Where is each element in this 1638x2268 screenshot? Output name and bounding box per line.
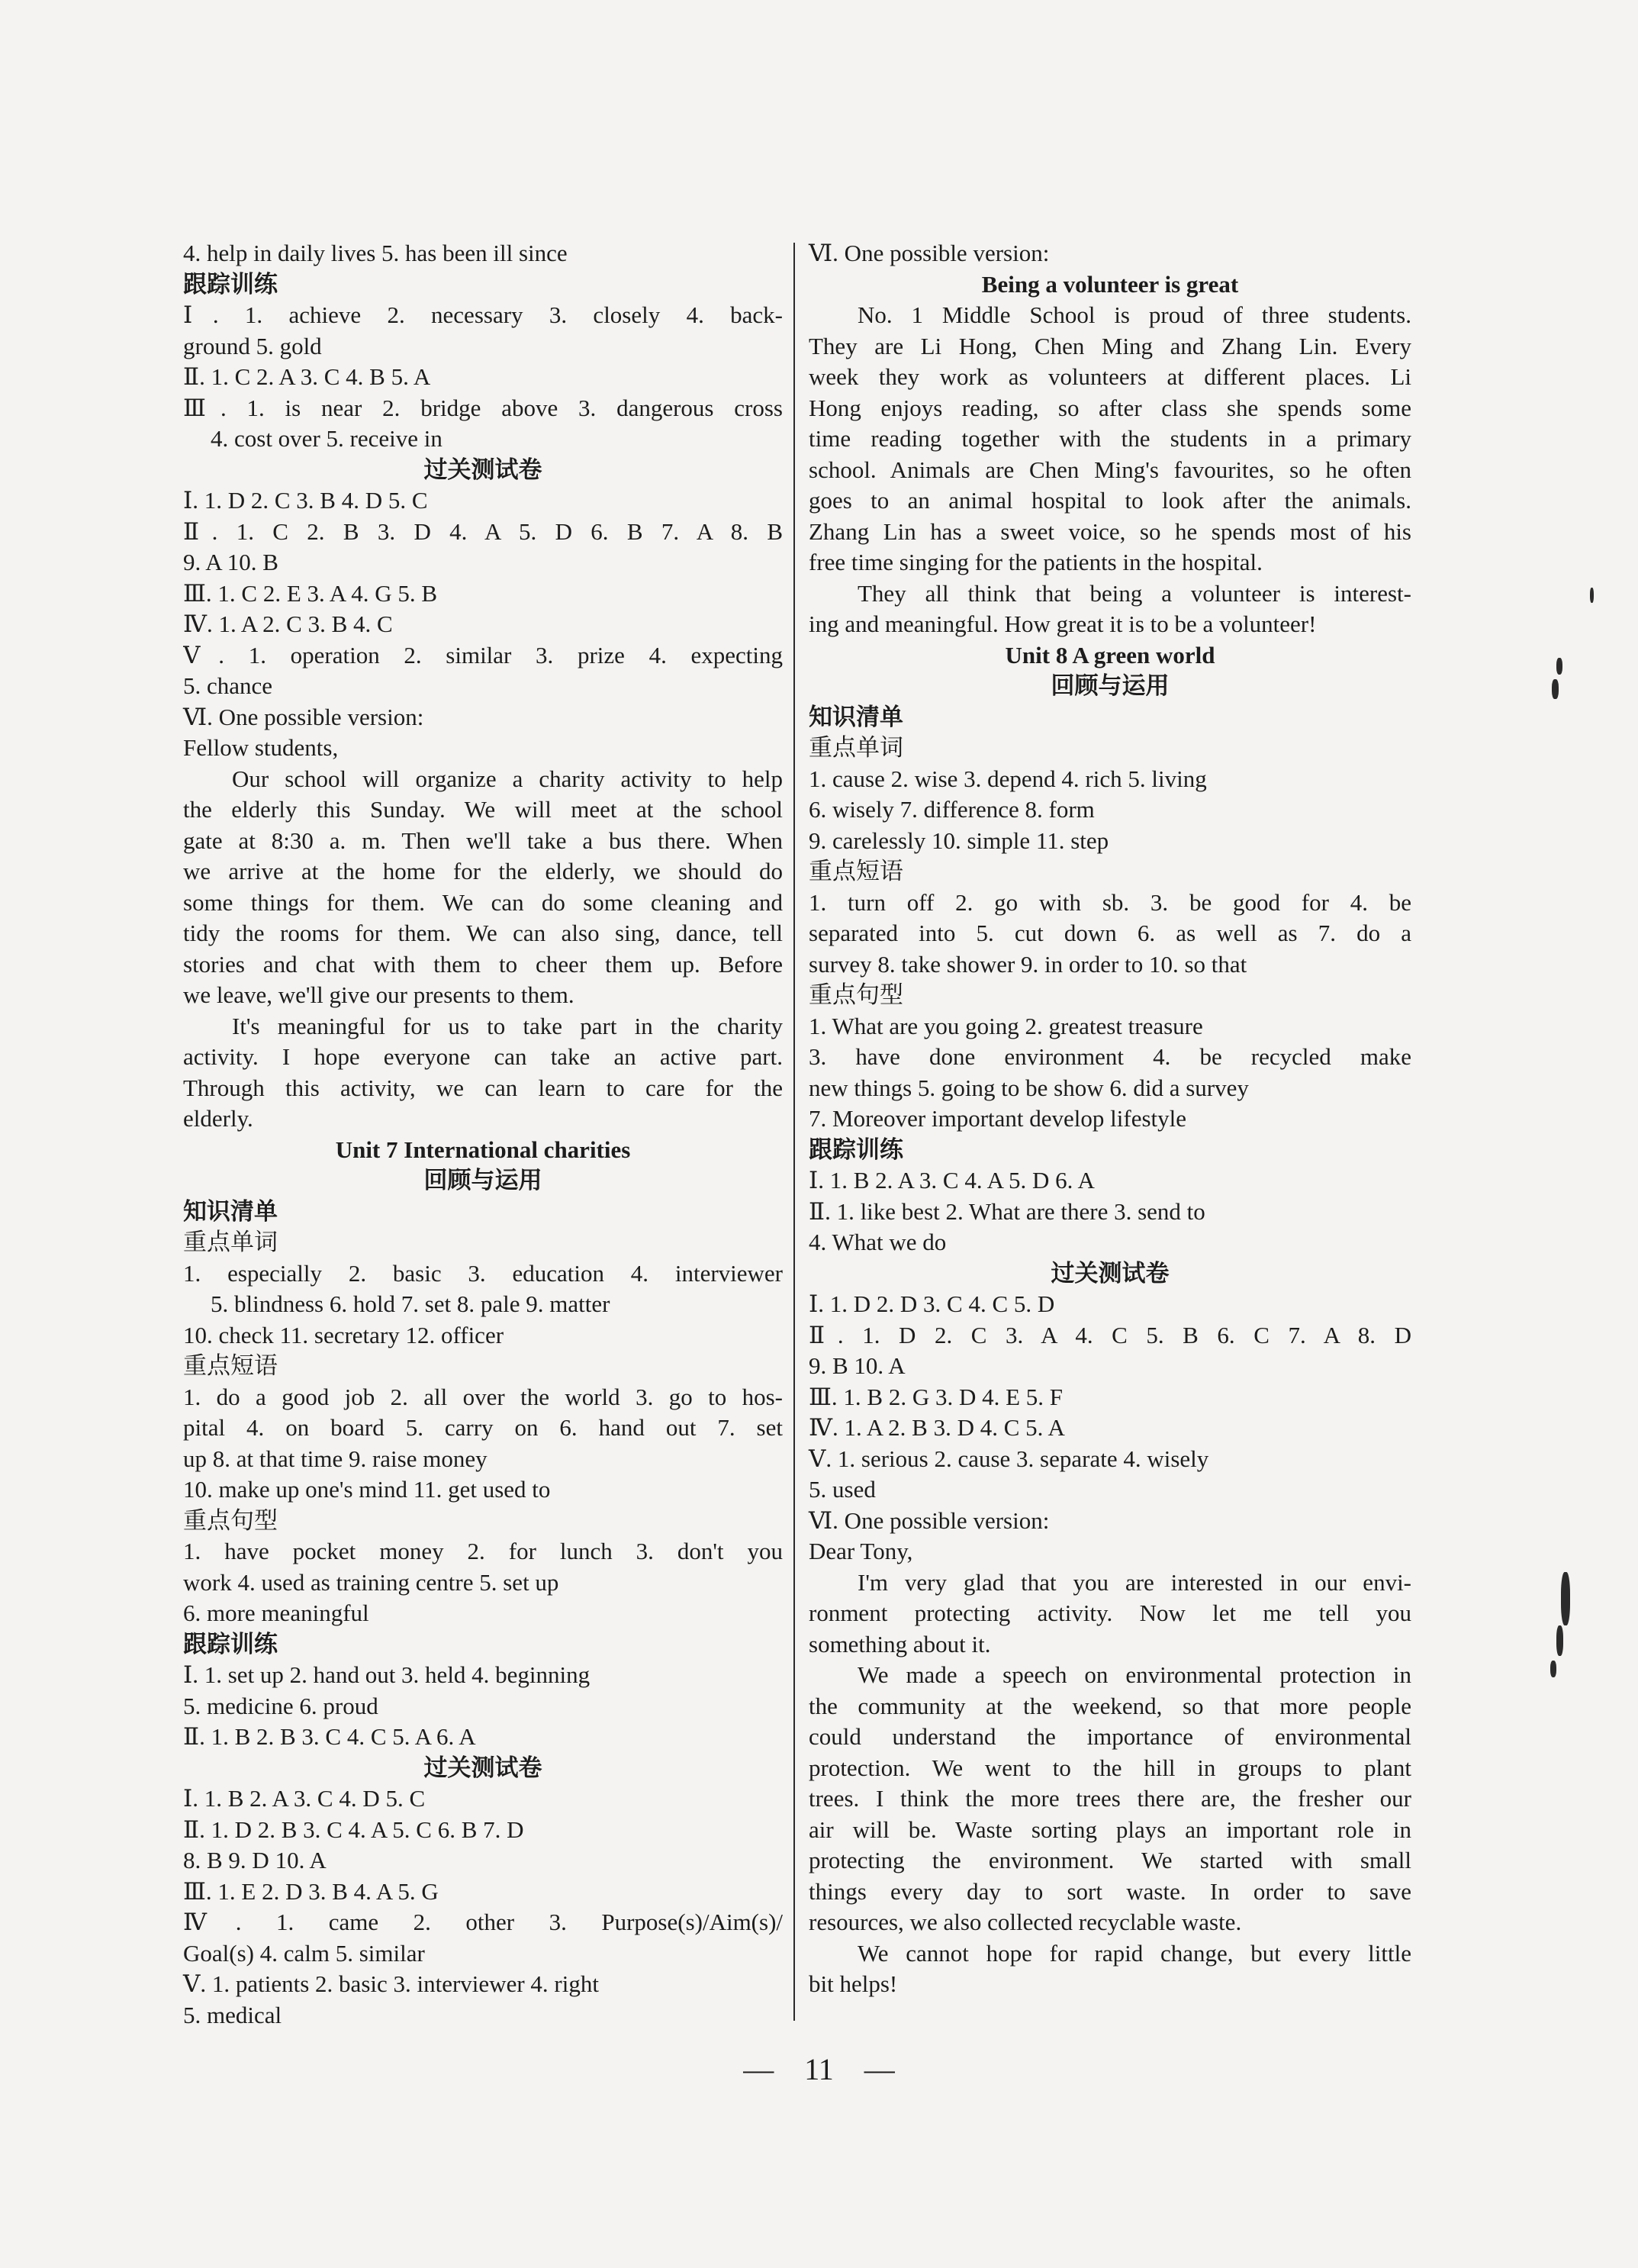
scan-speck: [1556, 1625, 1563, 1656]
right-column-line: I'm very glad that you are interested in our envi-: [858, 1568, 1411, 1596]
left-column-line: 8. B 9. D 10. A: [183, 1847, 327, 1873]
right-column-line: Ⅱ. 1. D 2. C 3. A 4. C 5. B 6. C 7. A 8. D: [809, 1321, 1411, 1348]
right-column-line: new things 5. going to be show 6. did a survey: [809, 1074, 1249, 1101]
scan-speck: [1556, 658, 1562, 675]
right-column-line: 9. carelessly 10. simple 11. step: [809, 826, 1109, 854]
left-column-line: Ⅲ. 1. is near 2. bridge above 3. dangerous cross: [183, 394, 783, 421]
right-column-line: protection. We went to the hill in groups to plant: [809, 1754, 1411, 1781]
right-column-line: No. 1 Middle School is proud of three students.: [858, 301, 1411, 328]
left-column-line: we arrive at the home for the elderly, we should do: [183, 858, 783, 884]
right-column-line: 3. have done environment 4. be recycled make: [809, 1043, 1411, 1070]
right-column-line: survey 8. take shower 9. in order to 10. so that: [809, 950, 1247, 978]
page-number: [0, 2051, 1638, 2087]
left-column-line: gate at 8:30 a. m. Then we'll take a bus there. When: [183, 826, 783, 854]
right-column-line: 知识清单: [809, 703, 903, 730]
right-column-line: Dear Tony,: [809, 1538, 913, 1564]
left-column-line: tidy the rooms for them. We can also sing, dance, tell: [183, 920, 783, 946]
left-column-line: Ⅴ. 1. patients 2. basic 3. interviewer 4. right: [183, 1970, 599, 1997]
left-column-line: Fellow students,: [183, 734, 339, 761]
left-column-line: we leave, we'll give our presents to them.: [183, 981, 574, 1008]
right-column-line: week they work as volunteers at different places. Li: [809, 363, 1411, 390]
scan-speck: [1561, 1572, 1570, 1625]
left-column-line: 跟踪训练: [183, 1630, 278, 1658]
page-number-value: 11: [804, 2052, 834, 2086]
right-column-line: 重点句型: [809, 981, 903, 1008]
left-column-line: 5. chance: [183, 672, 273, 699]
right-column: [809, 238, 1411, 2000]
left-column-line: activity. I hope everyone can take an active part.: [183, 1043, 783, 1070]
right-column-line: Ⅴ. 1. serious 2. cause 3. separate 4. wisely: [809, 1445, 1209, 1472]
left-column-line: 回顾与运用: [423, 1167, 542, 1194]
left-column-line: the elderly this Sunday. We will meet at the school: [183, 796, 783, 823]
right-column-line: bit helps!: [809, 1970, 898, 1997]
right-column-line: something about it.: [809, 1630, 991, 1658]
left-column-line: Ⅱ. 1. B 2. B 3. C 4. C 5. A 6. A: [183, 1723, 476, 1750]
right-column-line: 6. wisely 7. difference 8. form: [809, 796, 1095, 823]
left-column-line: Ⅳ. 1. came 2. other 3. Purpose(s)/Aim(s)/: [183, 1909, 783, 1935]
right-column-line: could understand the importance of environmental: [809, 1723, 1411, 1750]
right-column-line: Ⅱ. 1. like best 2. What are there 3. send to: [809, 1197, 1205, 1225]
right-column-line: 1. cause 2. wise 3. depend 4. rich 5. living: [809, 765, 1207, 792]
right-column-line: time reading together with the students in a primary: [809, 425, 1411, 452]
right-column-line: Zhang Lin has a sweet voice, so he spends most of his: [809, 517, 1411, 545]
left-column-line: 5. medicine 6. proud: [183, 1692, 378, 1719]
left-column-line: Ⅲ. 1. E 2. D 3. B 4. A 5. G: [183, 1877, 439, 1905]
right-column-line: trees. I think the more trees there are, the fresher our: [809, 1785, 1411, 1812]
left-column-line: Unit 7 International charities: [335, 1136, 631, 1163]
page-number-dash-left: —: [743, 2052, 774, 2086]
left-column-line: Our school will organize a charity activity to help: [232, 765, 783, 792]
left-column-line: 4. cost over 5. receive in: [211, 425, 442, 452]
right-column-line: ronment protecting activity. Now let me tell you: [809, 1600, 1411, 1626]
left-column-line: work 4. used as training centre 5. set up: [183, 1568, 559, 1596]
right-column-line: air will be. Waste sorting plays an important role in: [809, 1815, 1411, 1843]
right-column-line: They are Li Hong, Chen Ming and Zhang Lin. Every: [809, 332, 1411, 359]
left-column-line: 5. medical: [183, 2001, 282, 2028]
right-column-line: separated into 5. cut down 6. as well as 7. do a: [809, 920, 1411, 946]
right-column-line: 回顾与运用: [1051, 672, 1170, 699]
right-column-line: protecting the environment. We started with small: [809, 1847, 1411, 1873]
left-column-line: 1. have pocket money 2. for lunch 3. don't you: [183, 1538, 783, 1564]
scan-speck: [1590, 588, 1594, 603]
scan-speck: [1552, 679, 1559, 699]
right-column-line: Ⅲ. 1. B 2. G 3. D 4. E 5. F: [809, 1383, 1064, 1410]
right-column-line: Being a volunteer is great: [981, 270, 1239, 298]
left-column-line: Ⅰ. 1. achieve 2. necessary 3. closely 4. back-: [183, 301, 783, 328]
left-column-line: Ⅱ. 1. D 2. B 3. C 4. A 5. C 6. B 7. D: [183, 1815, 524, 1843]
left-column-line: some things for them. We can do some cleaning and: [183, 888, 783, 916]
right-column-line: 9. B 10. A: [809, 1352, 906, 1379]
left-column-line: 10. check 11. secretary 12. officer: [183, 1321, 504, 1348]
right-column-line: 4. What we do: [809, 1229, 947, 1255]
right-column-line: Ⅰ. 1. D 2. D 3. C 4. C 5. D: [809, 1290, 1055, 1317]
right-column-line: Ⅰ. 1. B 2. A 3. C 4. A 5. D 6. A: [809, 1167, 1095, 1194]
left-column-line: 1. do a good job 2. all over the world 3. go to hos-: [183, 1383, 783, 1410]
left-column-line: Ⅰ. 1. set up 2. hand out 3. held 4. beginning: [183, 1661, 591, 1688]
left-column-line: Ⅲ. 1. C 2. E 3. A 4. G 5. B: [183, 579, 438, 607]
right-column-line: 过关测试卷: [1051, 1259, 1170, 1287]
right-column-line: 5. used: [809, 1476, 876, 1503]
left-column-line: stories and chat with them to cheer them up. Before: [183, 950, 783, 978]
left-column-line: Ⅱ. 1. C 2. B 3. D 4. A 5. D 6. B 7. A 8. B: [183, 517, 783, 545]
left-column-line: 4. help in daily lives 5. has been ill since: [183, 240, 568, 266]
left-column-line: ground 5. gold: [183, 332, 322, 359]
left-column-line: 过关测试卷: [423, 1754, 542, 1781]
left-column-line: Ⅴ. 1. operation 2. similar 3. prize 4. expecting: [183, 641, 783, 668]
right-column-line: things every day to sort waste. In order to save: [809, 1877, 1411, 1905]
left-column-line: Ⅳ. 1. A 2. C 3. B 4. C: [183, 610, 393, 637]
right-column-line: 重点单词: [809, 734, 903, 761]
left-column-line: 9. A 10. B: [183, 549, 278, 575]
right-column-line: We cannot hope for rapid change, but every little: [858, 1939, 1411, 1967]
right-column-line: resources, we also collected recyclable waste.: [809, 1909, 1242, 1935]
right-column-line: Unit 8 A green world: [1005, 641, 1215, 668]
right-column-line: 跟踪训练: [809, 1136, 903, 1163]
left-column-line: 重点短语: [183, 1352, 278, 1379]
scan-speck: [1550, 1661, 1556, 1677]
right-column-line: goes to an animal hospital to look after the animals.: [809, 487, 1411, 514]
left-column-line: 知识清单: [183, 1197, 278, 1225]
right-column-line: 1. What are you going 2. greatest treasure: [809, 1012, 1203, 1039]
left-column-line: 重点句型: [183, 1506, 278, 1534]
right-column-line: Hong enjoys reading, so after class she spends some: [809, 394, 1411, 421]
left-column-line: 过关测试卷: [423, 456, 542, 483]
column-divider: [793, 243, 795, 2021]
left-column-line: up 8. at that time 9. raise money: [183, 1445, 488, 1472]
left-column-line: 重点单词: [183, 1229, 278, 1255]
right-column-line: 1. turn off 2. go with sb. 3. be good for 4. be: [809, 888, 1411, 916]
left-column-line: Goal(s) 4. calm 5. similar: [183, 1939, 425, 1967]
left-column-line: 6. more meaningful: [183, 1600, 369, 1626]
page-number-dash-right: —: [864, 2052, 895, 2086]
left-column-line: Ⅱ. 1. C 2. A 3. C 4. B 5. A: [183, 363, 431, 390]
left-column-line: Ⅵ. One possible version:: [183, 703, 424, 730]
right-column-line: 7. Moreover important develop lifestyle: [809, 1105, 1187, 1132]
right-column-line: the community at the weekend, so that more people: [809, 1692, 1411, 1719]
right-column-line: 重点短语: [809, 858, 903, 884]
left-column-line: 1. especially 2. basic 3. education 4. interviewer: [183, 1259, 783, 1287]
right-column-line: Ⅵ. One possible version:: [809, 1506, 1050, 1534]
left-column-line: 跟踪训练: [183, 270, 278, 298]
left-column-line: Ⅰ. 1. D 2. C 3. B 4. D 5. C: [183, 487, 428, 514]
right-column-line: ing and meaningful. How great it is to be a volunteer!: [809, 610, 1317, 637]
right-column-line: school. Animals are Chen Ming's favourites, so he often: [809, 456, 1411, 483]
left-column-line: elderly.: [183, 1105, 253, 1132]
left-column-line: 10. make up one's mind 11. get used to: [183, 1476, 551, 1503]
left-column-line: Ⅰ. 1. B 2. A 3. C 4. D 5. C: [183, 1785, 426, 1812]
left-column-line: pital 4. on board 5. carry on 6. hand out 7. set: [183, 1414, 783, 1441]
right-column-line: Ⅳ. 1. A 2. B 3. D 4. C 5. A: [809, 1414, 1065, 1441]
left-column-line: Through this activity, we can learn to care for the: [183, 1074, 783, 1101]
left-column: [183, 238, 783, 2031]
left-column-line: 5. blindness 6. hold 7. set 8. pale 9. matter: [211, 1290, 610, 1317]
right-column-line: They all think that being a volunteer is interest-: [858, 579, 1411, 607]
right-column-line: free time singing for the patients in the hospital.: [809, 549, 1263, 575]
left-column-line: It's meaningful for us to take part in the charity: [232, 1012, 783, 1039]
right-column-line: We made a speech on environmental protection in: [858, 1661, 1411, 1688]
right-column-line: Ⅵ. One possible version:: [809, 240, 1050, 266]
